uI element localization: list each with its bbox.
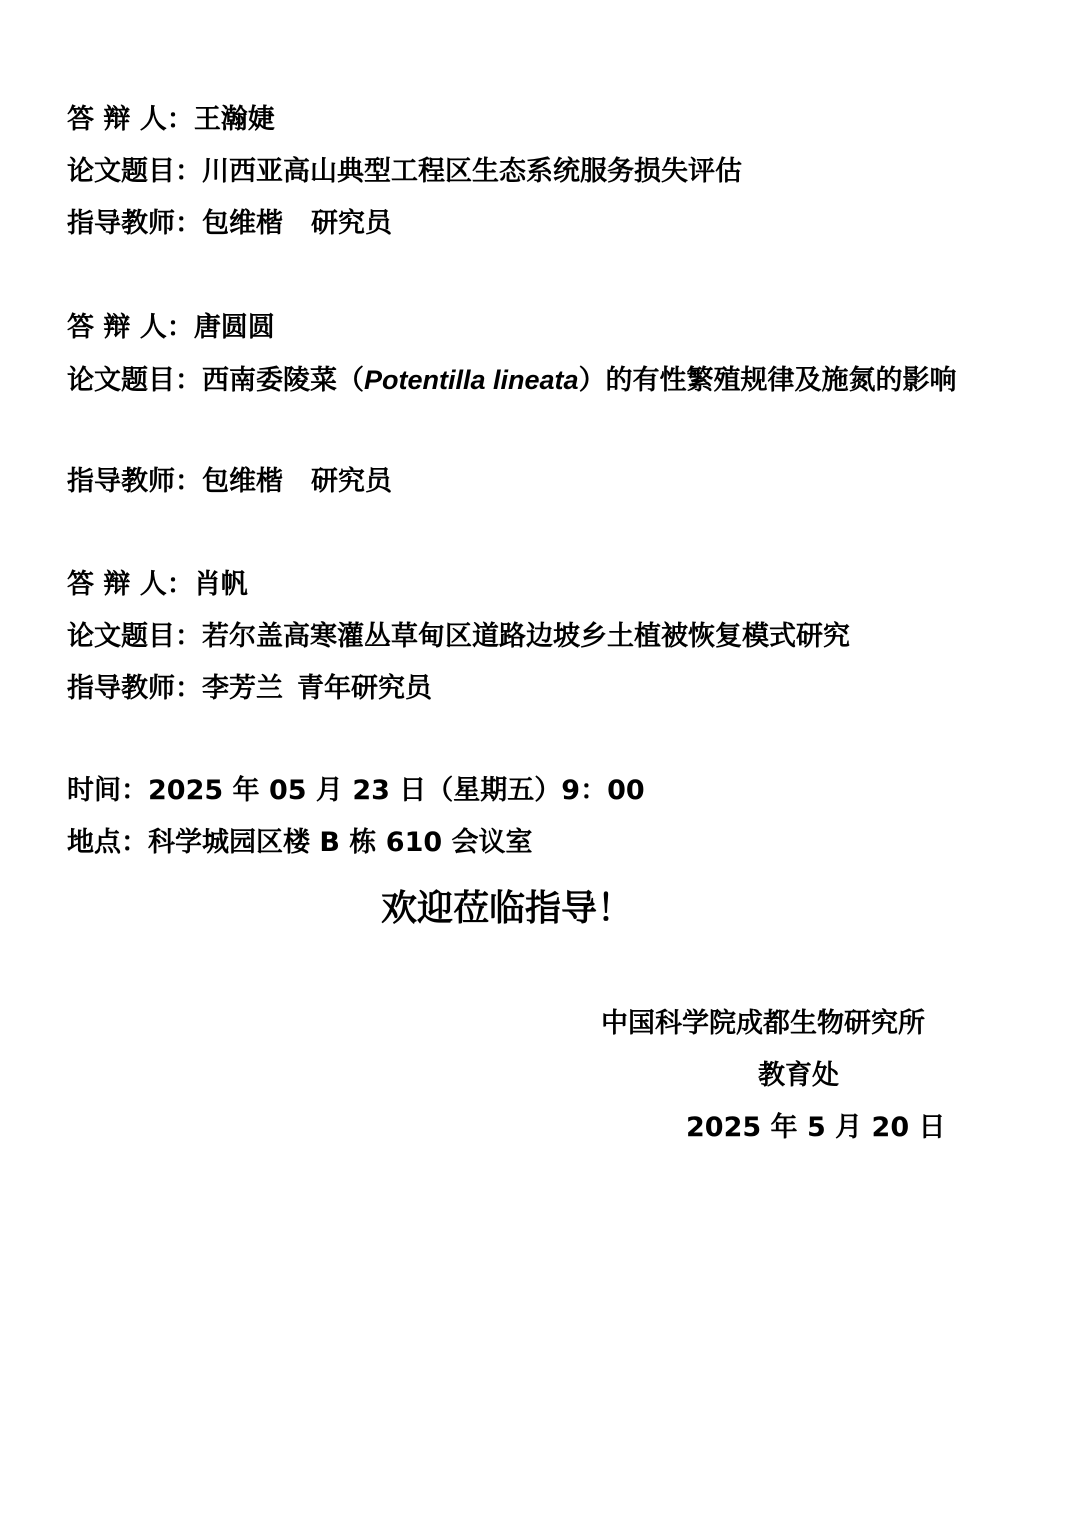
place-label: 地点：: [67, 827, 148, 858]
advisor-label: 指导教师：: [67, 466, 202, 497]
place-value: 科学城园区楼 B 栋 610 会议室: [148, 827, 533, 858]
defender-name: 唐圆圆: [193, 312, 275, 343]
advisor-line-3: [67, 671, 432, 707]
defender-line-2: [67, 310, 275, 346]
time-value: 2025 年 05 月 23 日（星期五）9：00: [148, 775, 645, 806]
thesis-title-label: 论文题目：: [67, 621, 202, 652]
advisor-rank: 青年研究员: [297, 673, 432, 704]
advisor-name: 李芳兰: [202, 673, 283, 704]
signature-dept: 教育处: [758, 1060, 839, 1091]
place-line: [67, 825, 533, 861]
thesis-title: 川西亚高山典型工程区生态系统服务损失评估: [202, 156, 742, 187]
thesis-title-label: 论文题目：: [67, 365, 202, 396]
thesis-title-pre: 西南委陵菜（: [202, 365, 364, 396]
advisor-line-2: [67, 464, 392, 500]
thesis-title-line-3: [67, 619, 850, 655]
thesis-title-post: ）的有性繁殖规律及施氮的影响: [578, 365, 957, 396]
advisor-rank: 研究员: [311, 208, 392, 239]
welcome-heading: [0, 885, 1074, 933]
advisor-name: 包维楷: [202, 466, 283, 497]
thesis-title-label: 论文题目：: [67, 156, 202, 187]
thesis-title: 若尔盖高寒灌丛草甸区道路边坡乡土植被恢复模式研究: [202, 621, 850, 652]
defender-name: 肖帆: [193, 569, 248, 600]
thesis-title-line-2: [67, 354, 987, 407]
advisor-line-1: [67, 206, 392, 242]
thesis-title-line-1: [67, 154, 742, 190]
advisor-name: 包维楷: [202, 208, 283, 239]
welcome-text: 欢迎莅临指导！: [380, 888, 633, 929]
defender-label: 答 辩 人：: [67, 569, 194, 600]
time-line: [67, 773, 645, 809]
defender-name: 王瀚婕: [193, 104, 275, 135]
signature-date: 2025 年 5 月 20 日: [686, 1112, 946, 1143]
defender-line-1: [67, 102, 275, 138]
defender-label: 答 辩 人：: [67, 312, 194, 343]
advisor-rank: 研究员: [311, 466, 392, 497]
advisor-label: 指导教师：: [67, 673, 202, 704]
signature-org: 中国科学院成都生物研究所: [601, 1008, 925, 1039]
defender-label: 答 辩 人：: [67, 104, 194, 135]
defender-line-3: [67, 567, 248, 603]
advisor-label: 指导教师：: [67, 208, 202, 239]
time-label: 时间：: [67, 775, 148, 806]
thesis-title-latin: Potentilla lineata: [364, 365, 579, 395]
